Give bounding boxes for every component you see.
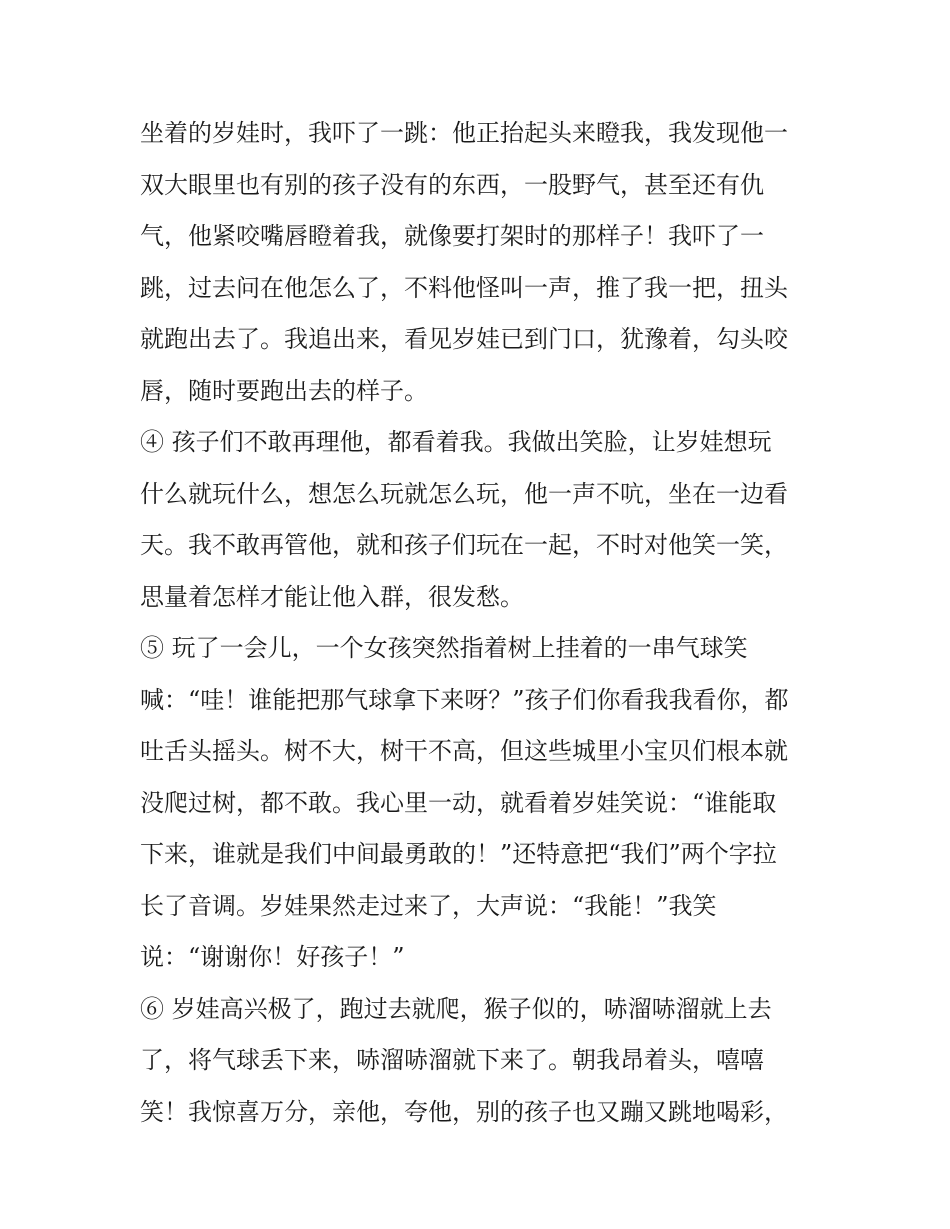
text-line: 下来，谁就是我们中间最勇敢的！”还特意把“我们”两个字拉 bbox=[140, 840, 777, 868]
text-line: 吐舌头摇头。树不大，树干不高，但这些城里小宝贝们根本就 bbox=[140, 737, 788, 765]
text-line: 气，他紧咬嘴唇瞪着我，就像要打架时的那样子！我吓了一 bbox=[140, 222, 764, 250]
text-line: 双大眼里也有别的孩子没有的东西，一股野气，甚至还有仇 bbox=[140, 170, 764, 199]
text-line: 笑！我惊喜万分，亲他，夸他，别的孩子也又蹦又跳地喝彩， bbox=[140, 1097, 788, 1126]
text-line: 跳，过去问在他怎么了，不料他怪叫一声，推了我一把，扭头 bbox=[140, 273, 788, 302]
paragraph-4-start: ④ 孩子们不敢再理他，都看着我。我做出笑脸，让岁娃想玩 bbox=[140, 428, 772, 456]
text-line: 坐着的岁娃时，我吓了一跳：他正抬起头来瞪我，我发现他一 bbox=[140, 119, 788, 147]
text-line: 唇，随时要跑出去的样子。 bbox=[140, 376, 428, 405]
text-line: 思量着怎样才能让他入群，很发愁。 bbox=[140, 582, 524, 611]
text-line: 什么就玩什么，想怎么玩就怎么玩，他一声不吭，坐在一边看 bbox=[140, 479, 788, 508]
text-line: 喊：“哇！谁能把那气球拿下来呀？”孩子们你看我我看你，都 bbox=[140, 685, 789, 714]
story-text bbox=[140, 108, 820, 1138]
paragraph-6-start: ⑥ 岁娃高兴极了，跑过去就爬，猴子似的，哧溜哧溜就上去 bbox=[140, 994, 772, 1023]
text-line: 没爬过树，都不敢。我心里一动，就看着岁娃笑说：“谁能取 bbox=[140, 788, 777, 817]
text-line: 天。我不敢再管他，就和孩子们玩在一起，不时对他笑一笑， bbox=[140, 531, 788, 559]
text-line: 了，将气球丢下来，哧溜哧溜就下来了。朝我昂着头，嘻嘻 bbox=[140, 1046, 764, 1074]
text-line: 就跑出去了。我追出来，看见岁娃已到门口，犹豫着，勾头咬 bbox=[140, 325, 788, 353]
text-line: 长了音调。岁娃果然走过来了，大声说：“我能！”我笑 bbox=[140, 891, 717, 920]
paragraph-5-start: ⑤ 玩了一会儿，一个女孩突然指着树上挂着的一串气球笑 bbox=[140, 634, 748, 662]
text-line: 说：“谢谢你！好孩子！” bbox=[140, 943, 405, 971]
